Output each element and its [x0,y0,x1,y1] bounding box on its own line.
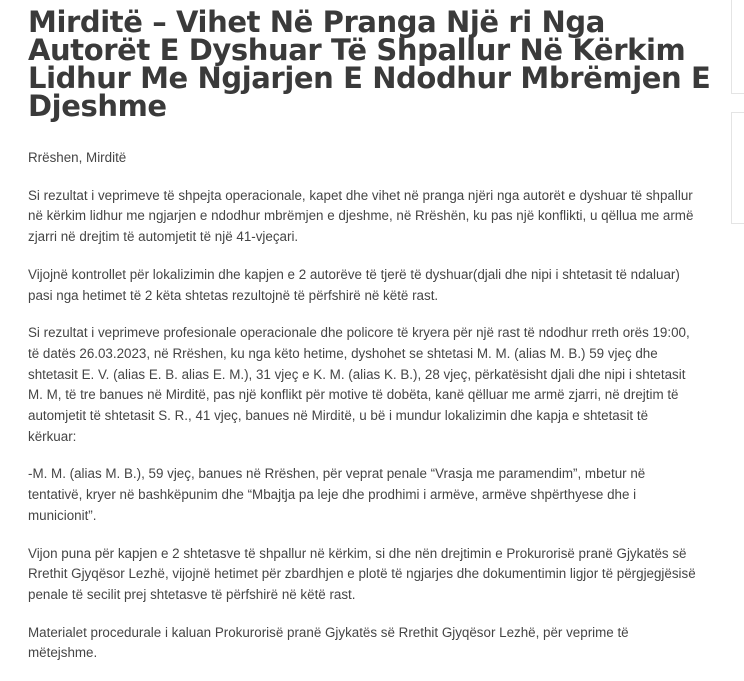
article-paragraph: Materialet procedurale i kaluan Prokurorisë pranë Gjykatës së Rrethit Gjyqësor Lezhë, për veprime të mëtejshme. [28,624,629,661]
article-paragraph: Vijojnë kontrollet për lokalizimin dhe kapjen e 2 autorëve të tjerë të dyshuar(djali dhe nipi i shtetasit të ndaluar) pasi nga hetimet të 2 këta shtetas rezultojnë të përfshirë në këtë rast. [28,266,680,303]
sidebar-widget-edge [731,0,744,94]
article-paragraph: Si rezultat i veprimeve të shpejta operacionale, kapet dhe vihet në pranga njëri nga autorët e dyshuar të shpallur në kërkim lidhur me ngjarjen e ndodhur mbrëmjen e djeshme, në Rrëshën, ku pas një konflikti, u qëllua me armë zjarri në drejtim të automjetit të një 41-vjeçari. [28,187,694,245]
article-body [28,148,700,681]
article-paragraph: -M. M. (alias M. B.), 59 vjeç, banues në Rrëshen, për veprat penale “Vrasja me paramendim”, mbetur në tentativë, kryer në bashkëpunim dhe “Mbajtja pa leje dhe prodhimi i armëve, armëve shpërthyese dhe i municionit”. [28,466,646,523]
article-paragraph: Vijon puna për kapjen e 2 shtetasve të shpallur në kërkim, si dhe nën drejtimin e Prokurorisë pranë Gjykatës së Rrethit Gjyqësor Lezhë, vijojnë hetimet për zbardhjen e plotë të ngjarjes dhe dokumentimin ligjor të përgjegjësisë penale të secilit prej shtetasve të përfshirë në këtë rast. [28,545,696,602]
article-title: Mirditë – Vihet Në Pranga Një ri Nga Autorët E Dyshuar Të Shpallur Në Kërkim Lidhur Me Ngjarjen E Ndodhur Mbrëmjen E Djeshme [28,5,711,123]
article-paragraph: Si rezultat i veprimeve profesionale operacionale dhe policore të kryera për një rast të ndodhur rreth orës 19:00, të datës 26.03.2023, në Rrëshen, ku nga këto hetime, dyshohet se shtetasi M. M. (alias M. B.) 59 vjeç dhe shtetasit E. V. (alias E. B. alias E. M.), 31 vjeç e K. M. (alias K. B.), 28 vjeç, përkatësisht djali dhe nipi i shtetasit M. M, të tre banues në Mirditë, pas një konflikt për motive të dobëta, kanë qëlluar me armë zjarri, në drejtim të automjetit të shtetasit S. R., 41 vjeç, banues në Mirditë, u bë i mundur lokalizimin dhe kapja e shtetasit të kërkuar: [28,325,690,444]
article-location: Rrëshen, Mirditë [28,150,127,165]
sidebar-widget-edge [731,112,744,224]
